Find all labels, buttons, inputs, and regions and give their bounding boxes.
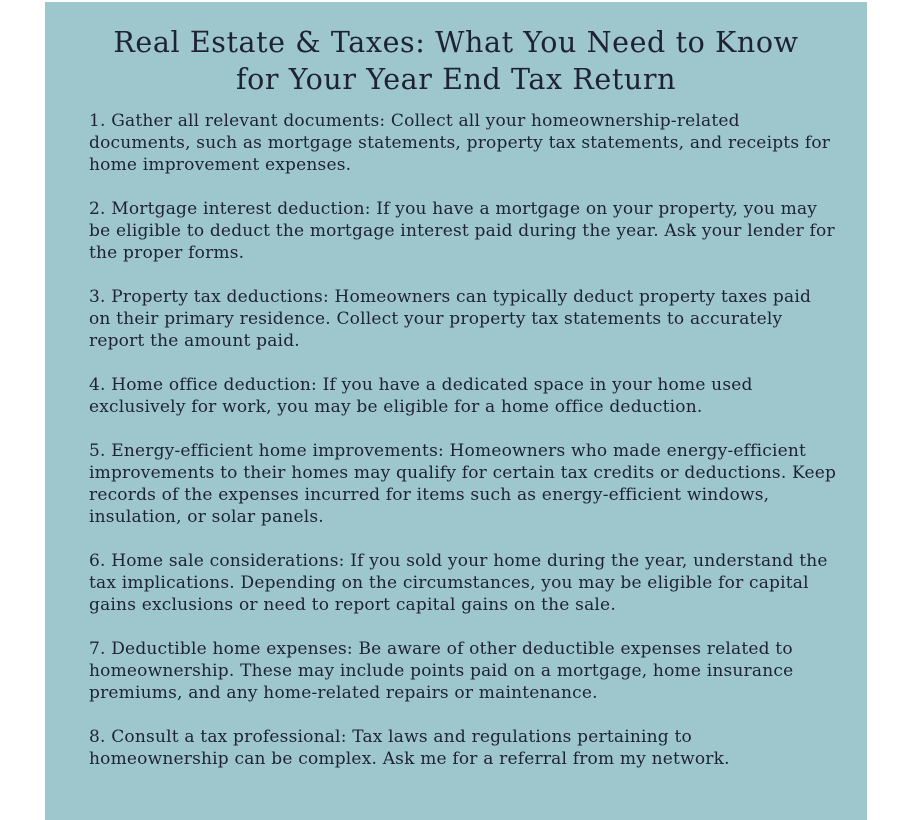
tip-consult-professional: 8. Consult a tax professional: Tax laws and regulations pertaining to homeownership can be complex. Ask me for a referral from my network.	[89, 727, 730, 769]
tip-gather-documents: 1. Gather all relevant documents: Collect all your homeownership-related documents, such as mortgage statements, property tax statements, and receipts for home improvement expenses.	[89, 111, 831, 175]
tip-home-sale: 6. Home sale considerations: If you sold your home during the year, understand the tax implications. Depending on the circumstances, you may be eligible for capital gains exclusions or need to report capital gains on the sale.	[89, 551, 828, 615]
tip-deductible-expenses: 7. Deductible home expenses: Be aware of other deductible expenses related to homeownership. These may include points paid on a mortgage, home insurance premiums, and any home-related repairs or maintenance.	[89, 639, 794, 703]
tip-energy-efficient: 5. Energy-efficient home improvements: Homeowners who made energy-efficient improvements to their homes may qualify for certain tax credits or deductions. Keep records of the expenses incurred for items such as energy-efficient windows, insulation, or solar panels.	[89, 441, 837, 527]
tip-home-office: 4. Home office deduction: If you have a dedicated space in your home used exclusively for work, you may be eligible for a home office deduction.	[89, 375, 753, 417]
tip-mortgage-interest: 2. Mortgage interest deduction: If you have a mortgage on your property, you may be eligible to deduct the mortgage interest paid during the year. Ask your lender for the proper forms.	[89, 199, 835, 263]
tip-property-tax: 3. Property tax deductions: Homeowners can typically deduct property taxes paid on their primary residence. Collect your property tax statements to accurately report the amount paid.	[89, 287, 812, 351]
info-card	[45, 2, 867, 820]
tips-list	[89, 110, 837, 770]
page-title: Real Estate & Taxes: What You Need to Know for Your Year End Tax Return	[113, 26, 799, 96]
